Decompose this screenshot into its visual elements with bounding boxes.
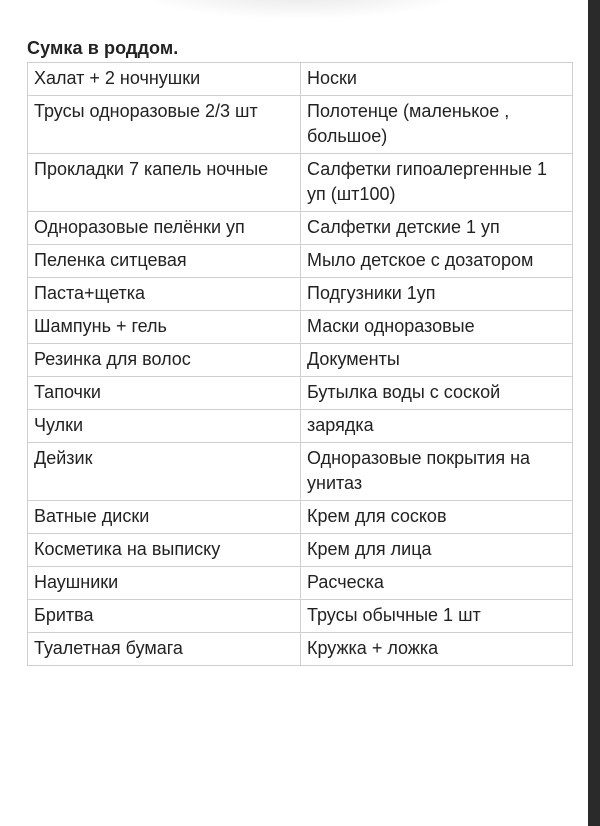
table-row <box>28 344 573 377</box>
table-row <box>28 567 573 600</box>
page-title: Сумка в роддом. <box>27 38 179 58</box>
table-cell-left: Бритва <box>28 600 301 633</box>
table-row <box>28 633 573 666</box>
table-row <box>28 212 573 245</box>
table-cell-left: Шампунь + гель <box>28 311 301 344</box>
table-cell-right: Салфетки детские 1 уп <box>301 212 573 245</box>
table-cell-right: Носки <box>301 63 573 96</box>
table-row <box>28 245 573 278</box>
table-cell-left: Халат + 2 ночнушки <box>28 63 301 96</box>
table-cell-right: Подгузники 1уп <box>301 278 573 311</box>
table-cell-left: Резинка для волос <box>28 344 301 377</box>
table-cell-right: Крем для лица <box>301 534 573 567</box>
table-cell-left: Трусы одноразовые 2/3 шт <box>28 96 301 154</box>
table-cell-left: Туалетная бумага <box>28 633 301 666</box>
table-cell-right: Кружка + ложка <box>301 633 573 666</box>
table-row <box>28 410 573 443</box>
table-cell-left: Чулки <box>28 410 301 443</box>
table-cell-left: Паста+щетка <box>28 278 301 311</box>
table-cell-left: Дейзик <box>28 443 301 501</box>
table-cell-right: зарядка <box>301 410 573 443</box>
table-cell-right: Одноразовые покрытия на унитаз <box>301 443 573 501</box>
table-cell-left: Пеленка ситцевая <box>28 245 301 278</box>
top-shadow <box>130 0 470 20</box>
table-row <box>28 63 573 96</box>
table-cell-right: Документы <box>301 344 573 377</box>
table-row <box>28 443 573 501</box>
table-row <box>28 96 573 154</box>
table-row <box>28 278 573 311</box>
table-cell-right: Салфетки гипоалергенные 1 уп (шт100) <box>301 154 573 212</box>
table-cell-left: Наушники <box>28 567 301 600</box>
table-cell-right: Расческа <box>301 567 573 600</box>
table-cell-left: Косметика на выписку <box>28 534 301 567</box>
table-cell-right: Трусы обычные 1 шт <box>301 600 573 633</box>
table-row <box>28 154 573 212</box>
checklist-table <box>27 62 573 666</box>
table-cell-right: Бутылка воды с соской <box>301 377 573 410</box>
table-cell-right: Крем для сосков <box>301 501 573 534</box>
table-cell-left: Одноразовые пелёнки уп <box>28 212 301 245</box>
table-row <box>28 534 573 567</box>
table-row <box>28 377 573 410</box>
table-cell-right: Полотенце (маленькое , большое) <box>301 96 573 154</box>
table-cell-left: Ватные диски <box>28 501 301 534</box>
table-cell-right: Мыло детское с дозатором <box>301 245 573 278</box>
table-cell-right: Маски одноразовые <box>301 311 573 344</box>
table-row <box>28 501 573 534</box>
table-cell-left: Прокладки 7 капель ночные <box>28 154 301 212</box>
table-row <box>28 600 573 633</box>
table-cell-left: Тапочки <box>28 377 301 410</box>
table-row <box>28 311 573 344</box>
